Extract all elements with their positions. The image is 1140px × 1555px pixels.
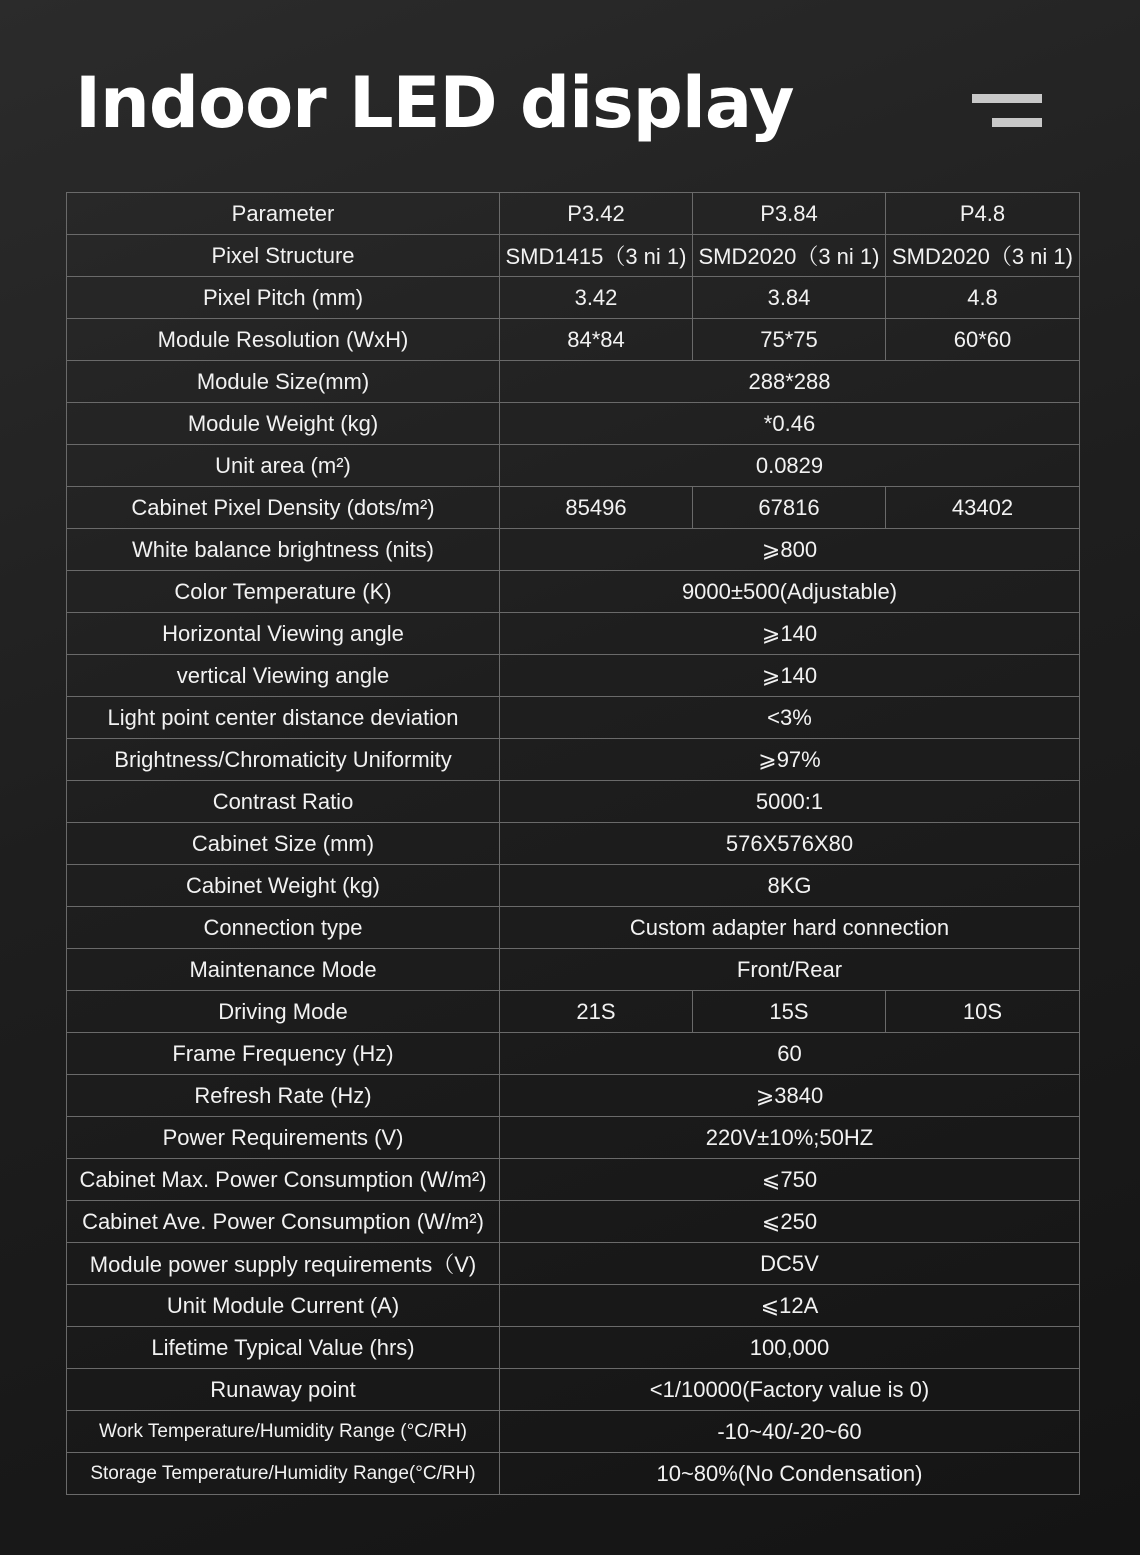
row-label: vertical Viewing angle	[67, 655, 500, 697]
menu-bar-top	[972, 94, 1042, 103]
table-row	[67, 1285, 1080, 1327]
table-row	[67, 403, 1080, 445]
row-label: Horizontal Viewing angle	[67, 613, 500, 655]
row-value: 4.8	[886, 277, 1080, 319]
row-label: Pixel Structure	[67, 235, 500, 277]
row-value: 288*288	[500, 361, 1080, 403]
row-value: ⩽750	[500, 1159, 1080, 1201]
row-label: Color Temperature (K)	[67, 571, 500, 613]
table-row	[67, 1411, 1080, 1453]
row-label: Contrast Ratio	[67, 781, 500, 823]
row-label: Lifetime Typical Value (hrs)	[67, 1327, 500, 1369]
table-row	[67, 235, 1080, 277]
table-row	[67, 1201, 1080, 1243]
spec-table	[66, 192, 1080, 1495]
row-value: ⩾140	[500, 613, 1080, 655]
row-label: Cabinet Max. Power Consumption (W/m²)	[67, 1159, 500, 1201]
row-label: Frame Frequency (Hz)	[67, 1033, 500, 1075]
table-row	[67, 865, 1080, 907]
row-value: 21S	[500, 991, 693, 1033]
row-label: Module Size(mm)	[67, 361, 500, 403]
table-row	[67, 949, 1080, 991]
table-row	[67, 781, 1080, 823]
row-value: ⩾800	[500, 529, 1080, 571]
table-row	[67, 1117, 1080, 1159]
table-row	[67, 655, 1080, 697]
row-value: DC5V	[500, 1243, 1080, 1285]
row-value: SMD2020（3 ni 1)	[886, 235, 1080, 277]
table-row	[67, 739, 1080, 781]
row-value: <3%	[500, 697, 1080, 739]
row-value: 43402	[886, 487, 1080, 529]
row-value: 220V±10%;50HZ	[500, 1117, 1080, 1159]
row-label: White balance brightness (nits)	[67, 529, 500, 571]
header-cell-parameter: Parameter	[67, 193, 500, 235]
table-row	[67, 277, 1080, 319]
row-label: Module Weight (kg)	[67, 403, 500, 445]
row-value: 576X576X80	[500, 823, 1080, 865]
header-cell-p48: P4.8	[886, 193, 1080, 235]
row-value: ⩾97%	[500, 739, 1080, 781]
row-label: Power Requirements (V)	[67, 1117, 500, 1159]
row-value: 15S	[693, 991, 886, 1033]
table-row	[67, 1075, 1080, 1117]
row-value: 100,000	[500, 1327, 1080, 1369]
table-row	[67, 1033, 1080, 1075]
row-label: Cabinet Weight (kg)	[67, 865, 500, 907]
table-row	[67, 1159, 1080, 1201]
table-row	[67, 361, 1080, 403]
row-value: 3.42	[500, 277, 693, 319]
row-value: 0.0829	[500, 445, 1080, 487]
table-row	[67, 445, 1080, 487]
row-label: Work Temperature/Humidity Range (°C/RH)	[67, 1411, 500, 1453]
page-title: Indoor LED display	[75, 62, 794, 144]
table-row	[67, 529, 1080, 571]
table-row	[67, 613, 1080, 655]
row-value: Front/Rear	[500, 949, 1080, 991]
row-label: Refresh Rate (Hz)	[67, 1075, 500, 1117]
row-label: Unit area (m²)	[67, 445, 500, 487]
row-value: <1/10000(Factory value is 0)	[500, 1369, 1080, 1411]
table-row	[67, 907, 1080, 949]
row-value: 60	[500, 1033, 1080, 1075]
table-row	[67, 991, 1080, 1033]
table-row	[67, 1243, 1080, 1285]
row-label: Module Resolution (WxH)	[67, 319, 500, 361]
table-row	[67, 1327, 1080, 1369]
row-value: ⩾3840	[500, 1075, 1080, 1117]
row-value: -10~40/-20~60	[500, 1411, 1080, 1453]
row-value: ⩽250	[500, 1201, 1080, 1243]
row-label: Cabinet Ave. Power Consumption (W/m²)	[67, 1201, 500, 1243]
table-row	[67, 1453, 1080, 1495]
row-label: Storage Temperature/Humidity Range(°C/RH)	[67, 1453, 500, 1495]
row-value: 67816	[693, 487, 886, 529]
row-value: 75*75	[693, 319, 886, 361]
row-value: 84*84	[500, 319, 693, 361]
row-label: Module power supply requirements（V)	[67, 1243, 500, 1285]
row-value: 85496	[500, 487, 693, 529]
table-row	[67, 697, 1080, 739]
header-cell-p384: P3.84	[693, 193, 886, 235]
row-label: Cabinet Pixel Density (dots/m²)	[67, 487, 500, 529]
row-label: Cabinet Size (mm)	[67, 823, 500, 865]
menu-icon[interactable]	[972, 94, 1042, 128]
row-value: 9000±500(Adjustable)	[500, 571, 1080, 613]
table-row	[67, 1369, 1080, 1411]
row-label: Runaway point	[67, 1369, 500, 1411]
row-value: ⩾140	[500, 655, 1080, 697]
table-row	[67, 823, 1080, 865]
row-value: Custom adapter hard connection	[500, 907, 1080, 949]
row-label: Unit Module Current (A)	[67, 1285, 500, 1327]
row-label: Connection type	[67, 907, 500, 949]
row-label: Driving Mode	[67, 991, 500, 1033]
row-label: Pixel Pitch (mm)	[67, 277, 500, 319]
row-value: 10~80%(No Condensation)	[500, 1453, 1080, 1495]
menu-bar-bottom	[992, 118, 1042, 127]
table-row	[67, 319, 1080, 361]
row-value: ⩽12A	[500, 1285, 1080, 1327]
row-value: *0.46	[500, 403, 1080, 445]
table-row	[67, 571, 1080, 613]
row-value: 10S	[886, 991, 1080, 1033]
table-header-row	[67, 193, 1080, 235]
row-value: SMD1415（3 ni 1)	[500, 235, 693, 277]
row-value: 5000:1	[500, 781, 1080, 823]
row-value: 8KG	[500, 865, 1080, 907]
row-label: Brightness/Chromaticity Uniformity	[67, 739, 500, 781]
header-cell-p342: P3.42	[500, 193, 693, 235]
row-value: SMD2020（3 ni 1)	[693, 235, 886, 277]
row-value: 3.84	[693, 277, 886, 319]
table-row	[67, 487, 1080, 529]
row-label: Light point center distance deviation	[67, 697, 500, 739]
row-label: Maintenance Mode	[67, 949, 500, 991]
row-value: 60*60	[886, 319, 1080, 361]
